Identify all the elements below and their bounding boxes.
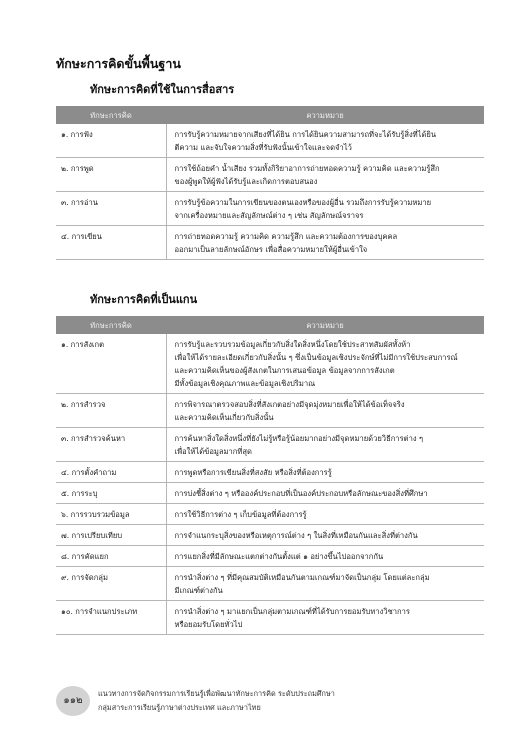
meaning-line: หรือยอมรับโดยทั่วไป (174, 620, 243, 629)
meaning-line: มีทั้งข้อมูลเชิงคุณภาพและข้อมูลเชิงปริมาณ (174, 379, 316, 388)
meaning-line: การรับรู้ข้อความในการเขียนของตนเองหรือของผู้อื่น รวมถึงการรับรู้ความหมาย (174, 198, 432, 207)
skill-meaning (166, 525, 484, 546)
skill-meaning (166, 462, 484, 483)
skill-meaning (166, 226, 484, 260)
meaning-line: การค้นหาสิ่งใดสิ่งหนึ่งที่ยังไม่รู้หรือรู้น้อยมากอย่างมีจุดหมายด้วยวิธีการต่าง ๆ (174, 434, 424, 443)
meaning-line: การใช้ถ้อยคำ น้ำเสียง รวมทั้งกิริยาอาการถ่ายทอดความรู้ ความคิด และความรู้สึก (174, 164, 440, 173)
table-row (56, 124, 484, 158)
skill-meaning (166, 504, 484, 525)
skill-meaning (166, 334, 484, 394)
table-row (56, 394, 484, 428)
meaning-line: เพื่อให้ได้รายละเอียดเกี่ยวกับสิ่งนั้น ๆ ซึ่งเป็นข้อมูลเชิงประจักษ์ที่ไม่มีการใช้ประสบการณ์ (174, 353, 458, 362)
skill-meaning (166, 567, 484, 601)
table-row (56, 428, 484, 462)
meaning-line: ออกมาเป็นลายลักษณ์อักษร เพื่อสื่อความหมายให้ผู้อื่นเข้าใจ (174, 245, 368, 254)
skill-meaning (166, 428, 484, 462)
skill-name: ๒. การพูด (56, 158, 166, 192)
skill-meaning (166, 546, 484, 567)
meaning-line: การจำแนกระบุสิ่งของหรือเหตุการณ์ต่าง ๆ ในสิ่งที่เหมือนกันและสิ่งที่ต่างกัน (174, 531, 418, 540)
skill-name: ๗. การเปรียบเทียบ (56, 525, 166, 546)
skill-name: ๘. การคัดแยก (56, 546, 166, 567)
skill-name: ๓. การสำรวจค้นหา (56, 428, 166, 462)
meaning-line: การพูดหรือการเขียนสิ่งที่สงสัย หรือสิ่งที่ต้องการรู้ (174, 468, 332, 477)
skill-name: ๕. การระบุ (56, 483, 166, 504)
meaning-line: การใช้วิธีการต่าง ๆ เก็บข้อมูลที่ต้องการรู้ (174, 510, 307, 519)
communication-skills-table (56, 106, 484, 260)
meaning-line: มีเกณฑ์ต่างกัน (174, 586, 223, 595)
table-row (56, 192, 484, 226)
table-row (56, 158, 484, 192)
table-row (56, 483, 484, 504)
skill-name: ๔. การตั้งคำถาม (56, 462, 166, 483)
meaning-line: การถ่ายทอดความรู้ ความคิด ความรู้สึก และความต้องการของบุคคล (174, 232, 398, 241)
table-row (56, 546, 484, 567)
meaning-line: การรับรู้และรวบรวมข้อมูลเกี่ยวกับสิ่งใดสิ่งหนึ่งโดยใช้ประสาทสัมผัสทั้งห้า (174, 340, 411, 349)
table-row (56, 226, 484, 260)
header-meaning: ความหมาย (166, 316, 484, 334)
skill-name: ๖. การรวบรวมข้อมูล (56, 504, 166, 525)
table-header-row (56, 316, 484, 334)
meaning-line: การนำสิ่งต่าง ๆ มาแยกเป็นกลุ่มตามเกณฑ์ที่ได้รับการยอมรับทางวิชาการ (174, 607, 410, 616)
section-title-core: ทักษะการคิดที่เป็นแกน (90, 293, 198, 306)
skill-name: ๑. การฟัง (56, 124, 166, 158)
skill-name: ๔. การเขียน (56, 226, 166, 260)
meaning-line: การแยกสิ่งที่มีลักษณะแตกต่างกันตั้งแต่ ๑ อย่างขึ้นไปออกจากกัน (174, 552, 384, 561)
header-skill: ทักษะการคิด (56, 316, 166, 334)
footer-subject-group: กลุ่มสาระการเรียนรู้ภาษาต่างประเทศ และภาษาไทย (98, 703, 261, 712)
skill-meaning (166, 124, 484, 158)
table-header-row (56, 106, 484, 124)
meaning-line: การบ่งชี้สิ่งต่าง ๆ หรือองค์ประกอบที่เป็นองค์ประกอบหรือลักษณะของสิ่งที่ศึกษา (174, 489, 428, 498)
skill-meaning (166, 192, 484, 226)
table-row (56, 567, 484, 601)
meaning-line: การพิจารณาตรวจสอบสิ่งที่สังเกตอย่างมีจุดมุ่งหมายเพื่อให้ได้ข้อเท็จจริง (174, 400, 405, 409)
skill-name: ๑๐. การจำแนกประเภท (56, 601, 166, 635)
table-row (56, 462, 484, 483)
skill-meaning (166, 394, 484, 428)
footer-book-title: แนวทางการจัดกิจกรรมการเรียนรู้เพื่อพัฒนาทักษะการคิด ระดับประถมศึกษา (98, 689, 335, 698)
meaning-line: เพื่อให้ได้ข้อมูลมากที่สุด (174, 447, 252, 456)
skill-meaning (166, 158, 484, 192)
skill-name: ๙. การจัดกลุ่ม (56, 567, 166, 601)
header-skill: ทักษะการคิด (56, 106, 166, 124)
meaning-line: ตีความ และจับใจความสิ่งที่รับฟังนั้นเข้าใจและจดจำไว้ (174, 143, 352, 152)
skill-meaning (166, 601, 484, 635)
page-number: ๑๑๒ (56, 686, 90, 716)
table-row (56, 525, 484, 546)
table-row (56, 504, 484, 525)
table-row (56, 601, 484, 635)
skill-name: ๓. การอ่าน (56, 192, 166, 226)
meaning-line: จากเครื่องหมายและสัญลักษณ์ต่าง ๆ เช่น สัญลักษณ์จราจร (174, 211, 364, 220)
page-title: ทักษะการคิดขั้นพื้นฐาน (56, 56, 181, 71)
skill-name: ๑. การสังเกต (56, 334, 166, 394)
meaning-line: การรับรู้ความหมายจากเสียงที่ได้ยิน การได้ยินความสามารถที่จะได้รับรู้สิ่งที่ได้ยิน (174, 130, 437, 139)
meaning-line: การนำสิ่งต่าง ๆ ที่มีคุณสมบัติเหมือนกันตามเกณฑ์มาจัดเป็นกลุ่ม โดยแต่ละกลุ่ม (174, 573, 430, 582)
section-title-communication: ทักษะการคิดที่ใช้ในการสื่อสาร (90, 83, 235, 96)
meaning-line: ของผู้พูดให้ผู้ฟังได้รับรู้และเกิดการตอบสนอง (174, 177, 318, 186)
meaning-line: และความคิดเห็นของผู้สังเกตในการเสนอข้อมูล ข้อมูลจากการสังเกต (174, 366, 395, 375)
skill-meaning (166, 483, 484, 504)
table-row (56, 334, 484, 394)
header-meaning: ความหมาย (166, 106, 484, 124)
skill-name: ๒. การสำรวจ (56, 394, 166, 428)
meaning-line: และความคิดเห็นเกี่ยวกับสิ่งนั้น (174, 413, 274, 422)
core-skills-table (56, 316, 484, 635)
